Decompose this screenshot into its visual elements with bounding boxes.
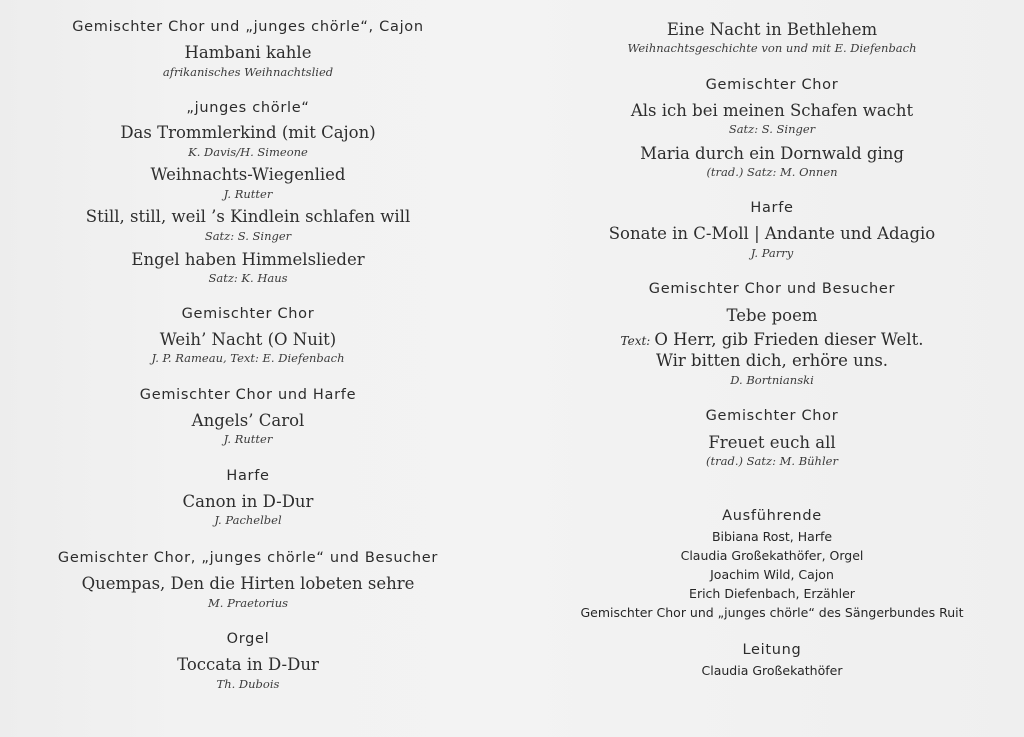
piece-title: Weih’ Nacht (O Nuit)	[159, 330, 337, 349]
section-heading: „junges chörle“	[186, 100, 310, 116]
piece-credit: Satz: K. Haus	[208, 271, 288, 285]
performer-item: Joachim Wild, Cajon	[710, 567, 834, 582]
piece-title: Weihnachts-Wiegenlied	[150, 165, 346, 184]
section-heading: Harfe	[750, 200, 794, 216]
program-left-column	[0, 0, 496, 737]
piece-title: Freuet euch all	[708, 433, 836, 452]
piece-title: Quempas, Den die Hirten lobeten sehre	[81, 574, 415, 593]
piece-title: Das Trommlerkind (mit Cajon)	[120, 123, 376, 142]
section-heading: Gemischter Chor	[705, 408, 839, 424]
section-heading: Orgel	[226, 631, 270, 647]
piece-title: Hambani kahle	[184, 43, 312, 62]
section-heading: Gemischter Chor und „junges chörle“, Cajon	[72, 19, 424, 35]
piece-title: Sonate in C-Moll | Andante und Adagio	[608, 224, 936, 243]
performer-item: Claudia Großekathöfer, Orgel	[680, 548, 864, 563]
piece-credit: afrikanisches Weihnachtslied	[162, 65, 334, 79]
performer-item: Erich Diefenbach, Erzähler	[689, 586, 855, 601]
performer-item: Gemischter Chor und „junges chörle“ des Sängerbundes Ruit	[580, 605, 964, 620]
section-heading: Gemischter Chor und Besucher	[648, 281, 896, 297]
piece-title: Still, still, weil ’s Kindlein schlafen will	[85, 207, 411, 226]
program-right-column	[520, 0, 1024, 737]
piece-title: Engel haben Himmelslieder	[131, 250, 365, 269]
piece-title: Canon in D-Dur	[182, 492, 314, 511]
section-heading: Gemischter Chor	[181, 306, 315, 322]
leitung-heading: Leitung	[742, 642, 802, 658]
section-heading: Gemischter Chor, „junges chörle“ und Besucher	[57, 550, 439, 566]
piece-credit: J. P. Rameau, Text: E. Diefenbach	[151, 351, 345, 365]
piece-title: Angels’ Carol	[191, 411, 305, 430]
piece-credit: D. Bortnianski	[730, 373, 814, 387]
piece-credit: J. Rutter	[223, 432, 273, 446]
piece-credit: Satz: S. Singer	[204, 229, 292, 243]
lyrics-line-2: Wir bitten dich, erhöre uns.	[655, 351, 889, 370]
text-prefix-label: Text:	[620, 334, 651, 348]
performer-item: Bibiana Rost, Harfe	[711, 529, 833, 544]
piece-title: Eine Nacht in Bethlehem	[666, 20, 878, 39]
piece-title: Tebe poem	[726, 306, 818, 325]
piece-lyrics-line	[520, 332, 1024, 349]
section-heading: Harfe	[226, 468, 270, 484]
piece-title: Toccata in D-Dur	[177, 655, 319, 674]
piece-credit: J. Rutter	[223, 187, 273, 201]
piece-credit: J. Pachelbel	[214, 513, 282, 527]
piece-credit: M. Praetorius	[207, 596, 288, 610]
piece-title: Als ich bei meinen Schafen wacht	[630, 101, 914, 120]
performers-heading: Ausführende	[722, 508, 822, 524]
section-heading: Gemischter Chor	[705, 77, 839, 93]
piece-credit: (trad.) Satz: M. Onnen	[706, 165, 838, 179]
piece-credit: Th. Dubois	[216, 677, 280, 691]
lyrics-line-1: O Herr, gib Frieden dieser Welt.	[654, 330, 924, 349]
piece-title: Maria durch ein Dornwald ging	[640, 144, 904, 163]
piece-credit: J. Parry	[750, 246, 794, 260]
section-heading: Gemischter Chor und Harfe	[139, 387, 357, 403]
piece-credit: (trad.) Satz: M. Bühler	[706, 454, 838, 468]
piece-credit: Weihnachtsgeschichte von und mit E. Diefenbach	[627, 41, 917, 55]
piece-credit: K. Davis/H. Simeone	[188, 145, 308, 159]
piece-credit: Satz: S. Singer	[728, 122, 816, 136]
leitung-name: Claudia Großekathöfer	[701, 663, 843, 678]
